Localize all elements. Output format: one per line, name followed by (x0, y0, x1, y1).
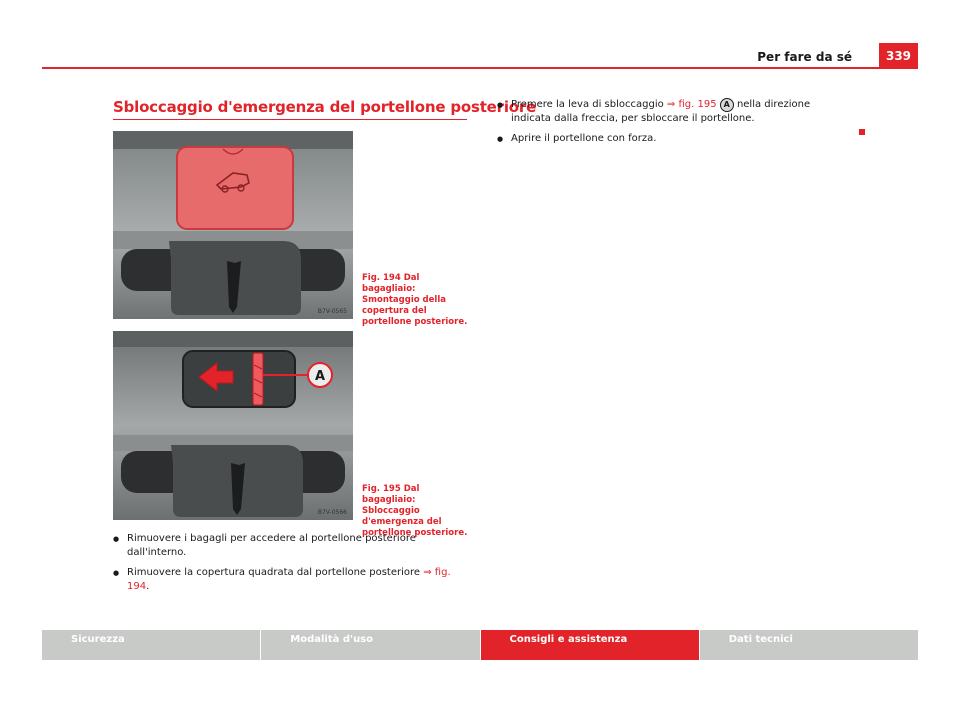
footer-tab-dati-tecnici[interactable]: Dati tecnici (700, 630, 918, 660)
page-number: 339 (879, 43, 918, 69)
bullet-text: Rimuovere i bagagli per accedere al portellone posteriore dall'interno. (127, 533, 416, 558)
footer-nav (42, 630, 918, 660)
section-rule (113, 119, 467, 120)
header-rule (42, 67, 918, 69)
bullet-text-end: nella direzione indicata dalla freccia, per sbloccare il portellone. (511, 99, 811, 124)
figure-reference-link[interactable]: ⇒ fig. 194 (127, 567, 451, 592)
bullet-text: Premere la leva di sbloccaggio (511, 99, 667, 110)
figure-code: B7V-0566 (317, 509, 347, 516)
bullet-text: Rimuovere la copertura quadrata dal portellone posteriore (127, 567, 424, 578)
figure-195-caption: Fig. 195 Dal bagagliaio: Sbloccaggio d'emergenza del portellone posteriore. (362, 484, 468, 538)
list-item (497, 132, 842, 146)
section-title: Sbloccaggio d'emergenza del portellone posteriore (113, 98, 537, 116)
figure-194-image (113, 131, 353, 319)
figure-reference-link[interactable]: ⇒ fig. 195 (666, 99, 717, 110)
bullet-text: Aprire il portellone con forza. (511, 133, 657, 144)
footer-tab-modalita-uso[interactable]: Modalità d'uso (261, 630, 480, 660)
left-bullet-list (113, 532, 473, 600)
running-header-title: Per fare da sé (757, 50, 852, 64)
right-bullet-list (497, 98, 842, 152)
callout-marker: A (720, 98, 734, 112)
callout-a-label: A (314, 369, 326, 384)
figure-194-caption: Fig. 194 Dal bagagliaio: Smontaggio della copertura del portellone posteriore. (362, 273, 468, 327)
list-item (113, 532, 473, 560)
footer-tab-sicurezza[interactable]: Sicurezza (42, 630, 261, 660)
list-item (497, 98, 842, 126)
section-end-marker (859, 129, 865, 135)
footer-tab-consigli-assistenza[interactable]: Consigli e assistenza (481, 630, 700, 660)
bullet-text-end: . (146, 581, 150, 592)
figure-code: B7V-0565 (317, 308, 347, 315)
list-item (113, 566, 473, 594)
figure-195-image (113, 331, 353, 520)
